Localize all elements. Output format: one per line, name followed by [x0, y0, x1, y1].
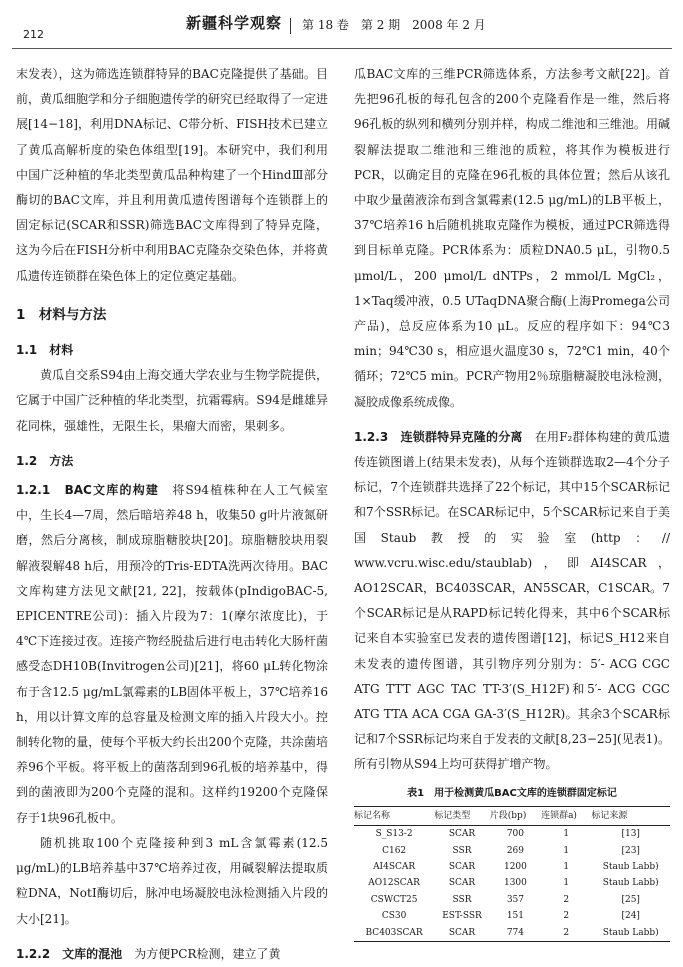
header-rule [12, 48, 672, 49]
table-cell: 1 [563, 878, 570, 889]
section-1-2-heading: 1.2 方法 [16, 453, 74, 468]
marker-table [354, 806, 670, 942]
table-cell: 1200 [503, 861, 527, 872]
right-column [354, 62, 670, 942]
table-cell: 357 [506, 894, 525, 905]
table-row [354, 908, 670, 924]
table-header: 连锁群a) [541, 806, 591, 825]
table-cell: SSR [452, 894, 472, 905]
table-cell: Staub Labb) [591, 925, 670, 942]
page-header [0, 0, 683, 52]
table-cell: SSR [452, 845, 472, 856]
section-1-1-text: 黄瓜自交系S94由上海交通大学农业与生物学院提供，它属于中国广泛种植的华北类型，抗霜霉病。S94是雌雄异花同株，强雄性，无限生长，果瘤大而密，果刺多。 [16, 368, 328, 433]
table-cell: BC403SCAR [354, 925, 434, 942]
table-cell: AI4SCAR [373, 861, 416, 872]
table-cell: 1 [563, 861, 570, 872]
journal-title: 新疆科学观察 [186, 14, 283, 32]
continued-paragraph: 瓜BAC文库的三维PCR筛选体系，方法参考文献[22]。首先把96孔板的每孔包含的200个克隆看作是一维，然后将96孔板的纵列和横列分别并样，构成二维池和三维池。用碱裂解法提取二维池和三维池的质粒，将其作为模板进行PCR，以确定目的克隆在96孔板的具体位置；然后从该孔中取少量菌液涂布到含氯霉素(12.5 μg/mL)的LB平板上，37℃培养16 h后随机挑取克隆作为模板，通过PCR筛选得到目标单克隆。PCR体系为：质粒DNA0.5 μL，引物0.5 μmol/L，200 μmol/L dNTPs，2 mmol/L MgCl₂，1×Taq缓冲液，0.5 UTaqDNA聚合酶(上海Promega公司产品)，总反应体系为10 μL。反应的程序如下：94℃3 min；94℃30 s，相应退火温度30 s，72℃1 min，40个循环；72℃5 min。PCR产物用2％琼脂糖凝胶电泳检测，凝胶成像系统成像。 [354, 67, 670, 409]
table-cell: 151 [506, 911, 525, 922]
table-cell: 774 [490, 925, 541, 942]
table-cell: 2 [563, 894, 570, 905]
table-cell: Staub Labb) [602, 878, 659, 889]
table-caption: 表1 用于检测黄瓜BAC文库的连锁群固定标记 [407, 787, 617, 799]
table-row [354, 826, 670, 843]
table-cell: 1300 [503, 878, 527, 889]
table-cell: SCAR [448, 878, 476, 889]
header-separator [290, 18, 291, 34]
left-column [16, 62, 328, 967]
table-cell: 2 [541, 925, 591, 942]
page-number: 212 [23, 28, 44, 41]
issue-info: 第 18 卷 第 2 期 2008 年 2 月 [302, 18, 486, 32]
table-cell: S_S13-2 [375, 829, 413, 840]
section-1-2-2-text: 为方便PCR检测，建立了黄 [134, 946, 281, 961]
table-cell: C162 [382, 845, 407, 856]
table-cell: SCAR [448, 861, 476, 872]
table-cell: EST-SSR [442, 911, 482, 922]
section-1-2-1-heading: 1.2.1 BAC文库的构建 [16, 483, 160, 498]
table-cell: [13] [621, 829, 640, 840]
table-cell: Staub Labb) [602, 861, 659, 872]
table-row [354, 925, 670, 942]
table-cell: 1 [563, 845, 570, 856]
section-1-2-3-text: 在用F₂群体构建的黄瓜遗传连锁图谱上(结果未发表)，从每个连锁群选取2—4个分子标记，7个连锁群共选择了22个标记，其中15个SCAR标记和7个SSR标记。在SCAR标记中，5个SCAR标记来自于美国Staub教授的实验室(http：// www.vcru.wisc.edu/staublab)，即AI4SCAR，AO12SCAR，BC403SCAR，AN5SCAR，C1SCAR。7个SCAR标记是从RAPD标记转化得来，其中6个SCAR标记来自本实验室已发表的遗传图谱[12]，标记S_H12来自未发表的遗传图谱，其引物序列分别为：5′- ACG CGC ATG TTT AGC TAC TT-3′(S_H12F)和5′- ACG CGC ATG TTA ACA CGA GA-3′(S_H12R)。其余3个SCAR标记和7个SSR标记均来自于发表的文献[8,23−25](见表1)。所有引物从S94上均可获得扩增产物。 [354, 429, 670, 772]
table-cell: 269 [506, 845, 525, 856]
table-cell: [24] [621, 911, 640, 922]
table-cell: 2 [563, 911, 570, 922]
section-1-title: 1 材料与方法 [16, 306, 107, 323]
section-1-1-heading: 1.1 材料 [16, 343, 74, 358]
table-cell: SCAR [434, 925, 490, 942]
table-cell: 700 [506, 829, 525, 840]
table-cell: AO12SCAR [368, 878, 420, 889]
section-1-2-3-heading: 1.2.3 连锁群特异克隆的分离 [354, 429, 523, 444]
table-header: 标记类型 [434, 806, 490, 825]
section-1-2-1-text-2: 随机挑取100个克隆接种到3 mL含氯霉素(12.5 μg/mL)的LB培养基中37℃培养过夜，用碱裂解法提取质粒DNA，NotⅠ酶切后，脉冲电场凝胶电泳检测插入片段的大小[21]。 [16, 835, 328, 926]
section-1-2-3-paragraph [354, 425, 670, 778]
section-1-2-1-paragraph [16, 478, 328, 831]
section-1-2-1-text: 将S94植株种在人工气候室中，生长4—7周，然后暗培养48 h，收集50 g叶片液氮研磨，然后分离核，制成琼脂糖胶块[20]。琼脂糖胶块用裂解液裂解48 h后，用预冷的Tris-EDTA洗两次待用。BAC文库构建方法见文献[21, 22]，按载体(pIndigoBAC-5, EPICENTRE公司)：插入片段为7：1(摩尔浓度比)，于4℃下连接过夜。连接产物经脱盐后进行电击转化大肠杆菌感受态DH10B(Invitrogen公司)[21]，将60 μL转化物涂布于含12.5 μg/mL氯霉素的LB固体平板上，37℃培养16 h，用以计算文库的总容量及检测文库的插入片段大小。控制转化物的量，使每个平板大约长出200个克隆，共涂菌培养96个平板。将平板上的菌落刮到96孔板的培养基中，得到的菌液即为200个克隆的混和。这样约19200个克隆保存于1块96孔板中。 [16, 483, 328, 825]
table-row [354, 843, 670, 859]
section-1-2-2-heading: 1.2.2 文库的混池 [16, 946, 123, 961]
table-cell: SCAR [448, 829, 476, 840]
intro-paragraph: 末发表），这为筛选连锁群特异的BAC克隆提供了基础。目前，黄瓜细胞学和分子细胞遗传学的研究已经取得了一定进展[14−18]，利用DNA标记、C带分析、FISH技术已建立了黄瓜高解析度的染色体组型[19]。本研究中，我们利用中国广泛种植的华北类型黄瓜品种构建了一个HindⅢ部分酶切的BAC文库，并且利用黄瓜遗传图谱每个连锁群上的固定标记(SCAR和SSR)筛选BAC文库得到了特异克隆，这为今后在FISH分析中利用BAC克隆杂交染色体，并将黄瓜遗传连锁群在染色体上的定位奠定基础。 [16, 67, 329, 283]
table-row [354, 875, 670, 891]
table-cell: CS30 [381, 911, 407, 922]
table-cell: [23] [621, 845, 640, 856]
table-cell: 1 [563, 829, 570, 840]
table-header: 标记来源 [591, 806, 670, 825]
table-cell: CSWCT25 [370, 894, 418, 905]
section-1-2-2-paragraph [16, 942, 328, 967]
table-header: 标记名称 [354, 806, 434, 825]
table-header: 片段(bp) [490, 806, 541, 825]
table-row [354, 859, 670, 875]
table-cell: [25] [621, 894, 640, 905]
table-row [354, 892, 670, 908]
